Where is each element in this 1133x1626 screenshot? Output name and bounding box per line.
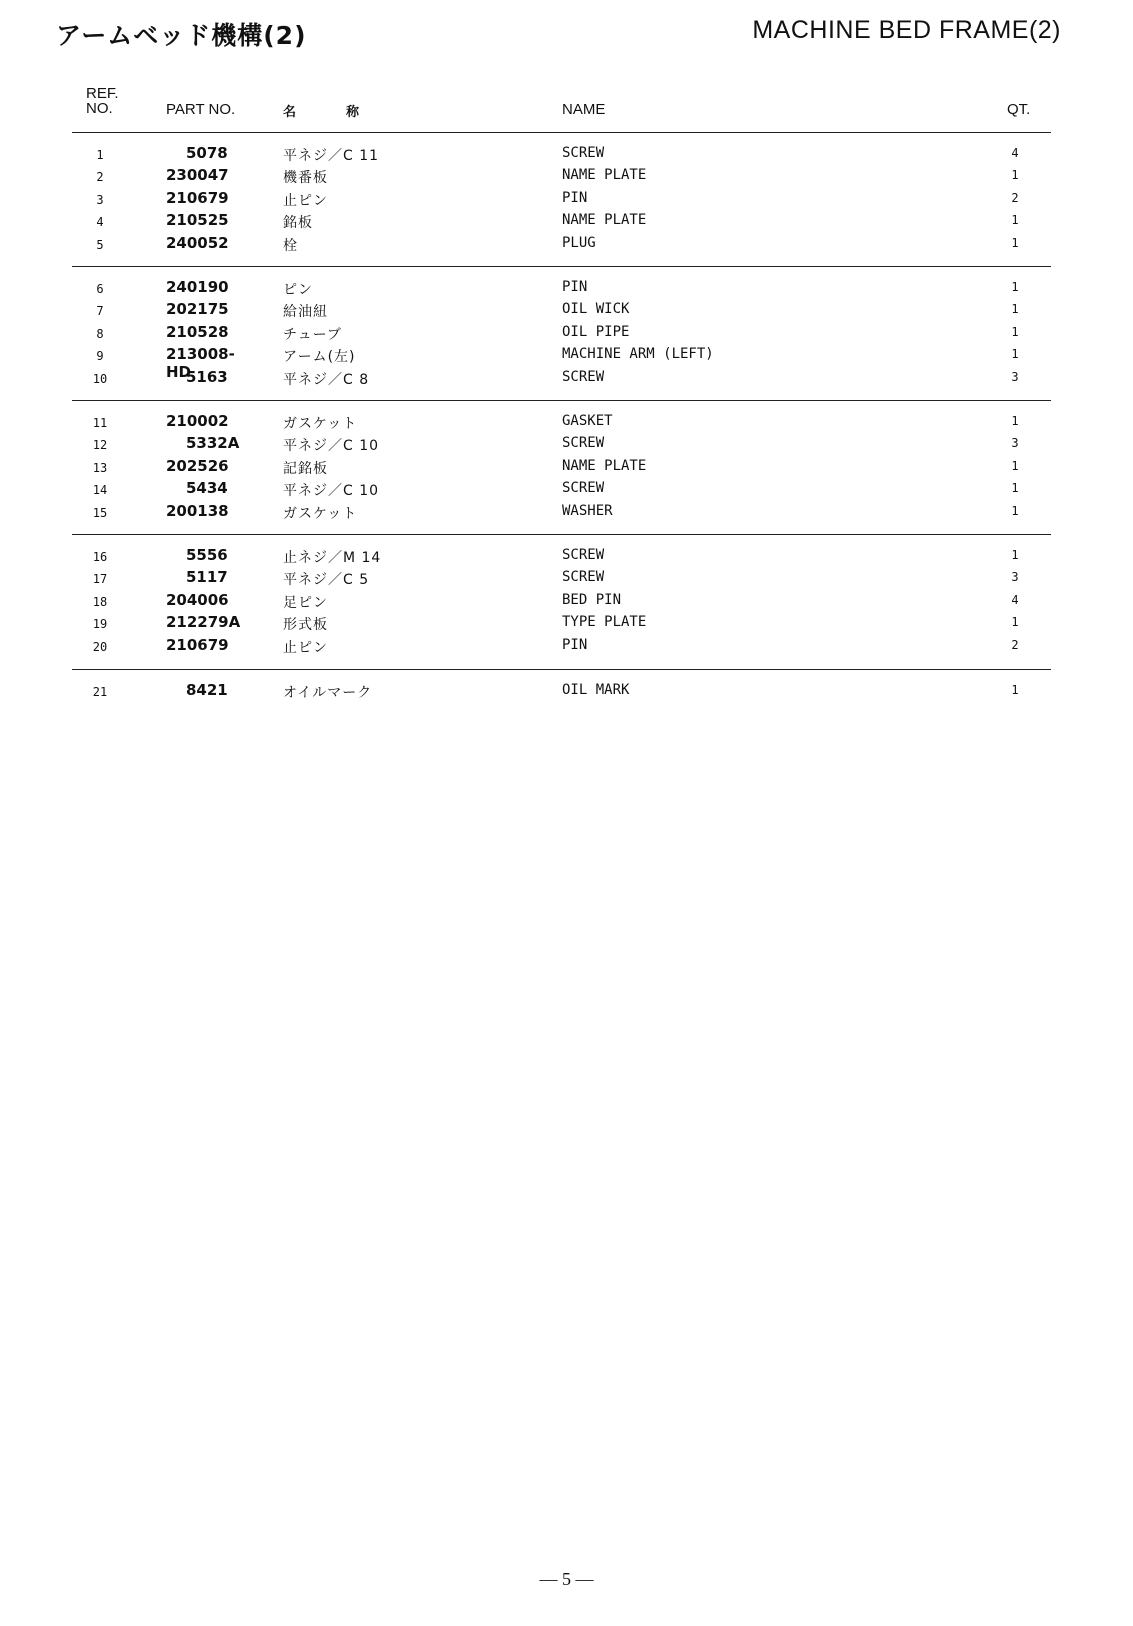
- quantity-cell: 1: [1011, 683, 1019, 697]
- quantity-cell: 1: [1011, 324, 1019, 339]
- table-row: [0, 234, 1133, 256]
- column-header-name-ja-char1: 名: [283, 105, 297, 120]
- table-row: [0, 479, 1133, 501]
- ref-no-cell: 19: [92, 617, 108, 632]
- part-no-cell: 213008-HD: [166, 345, 235, 382]
- ref-no-cell: 9: [96, 349, 104, 364]
- name-japanese-cell: 平ネジ／C 11: [283, 148, 380, 164]
- table-row: [0, 300, 1133, 322]
- table-row: [0, 144, 1133, 166]
- part-no-cell: 5434: [186, 479, 228, 498]
- page-title-japanese: アームベッド機構(2): [56, 21, 307, 50]
- ref-no-cell: 5: [96, 237, 104, 252]
- table-row: [0, 323, 1133, 345]
- quantity-cell: 1: [1011, 503, 1019, 518]
- header-divider: [72, 132, 1051, 133]
- name-cell: GASKET: [562, 413, 613, 429]
- part-no-cell: 210679: [166, 635, 229, 654]
- name-cell: PIN: [562, 279, 588, 295]
- table-row: [0, 457, 1133, 479]
- quantity-cell: 2: [1011, 637, 1019, 652]
- name-cell: OIL PIPE: [562, 323, 630, 340]
- table-row: [0, 591, 1133, 613]
- name-japanese-cell: チューブ: [283, 326, 342, 343]
- quantity-cell: 4: [1011, 146, 1019, 160]
- ref-no-cell: 1: [96, 148, 104, 162]
- part-no-cell: 240052: [166, 233, 229, 252]
- ref-no-cell: 10: [92, 371, 108, 386]
- ref-no-cell: 13: [92, 460, 108, 475]
- group-divider: [72, 400, 1051, 401]
- table-row: [0, 546, 1133, 568]
- name-japanese-cell: 止ネジ／M 14: [283, 550, 382, 566]
- table-row: [0, 166, 1133, 188]
- table-row: [0, 613, 1133, 635]
- page-number: — 5 —: [539, 1569, 594, 1589]
- quantity-cell: 1: [1011, 615, 1019, 630]
- name-cell: BED PIN: [562, 591, 622, 608]
- part-no-cell: 210528: [166, 322, 229, 341]
- table-row: [0, 368, 1133, 390]
- quantity-cell: 2: [1011, 190, 1019, 205]
- quantity-cell: 3: [1011, 369, 1019, 384]
- quantity-cell: 1: [1011, 548, 1019, 562]
- table-row: [0, 636, 1133, 658]
- table-row: [0, 189, 1133, 211]
- column-header-ref-line1: REF.: [86, 85, 119, 102]
- name-cell: PLUG: [562, 234, 596, 251]
- column-header-name-japanese: [283, 101, 359, 120]
- name-japanese-cell: 記銘板: [283, 460, 328, 477]
- part-no-cell: 5117: [186, 568, 228, 587]
- name-japanese-cell: ガスケット: [283, 505, 358, 522]
- part-no-cell: 5332A: [186, 434, 240, 453]
- ref-no-cell: 7: [96, 304, 104, 319]
- quantity-cell: 1: [1011, 481, 1019, 496]
- part-no-cell: 210679: [166, 188, 229, 207]
- quantity-cell: 1: [1011, 302, 1019, 317]
- name-cell: SCREW: [562, 368, 605, 385]
- name-japanese-cell: 止ピン: [283, 639, 328, 656]
- part-no-cell: 210525: [166, 211, 229, 230]
- name-cell: PIN: [562, 636, 588, 653]
- name-japanese-cell: ガスケット: [283, 416, 358, 432]
- group-divider: [72, 266, 1051, 267]
- table-row: [0, 211, 1133, 233]
- ref-no-cell: 17: [92, 572, 108, 587]
- quantity-cell: 3: [1011, 570, 1019, 585]
- ref-no-cell: 3: [96, 192, 104, 207]
- part-no-cell: 202175: [166, 300, 229, 319]
- table-row: [0, 434, 1133, 456]
- ref-no-cell: 21: [92, 685, 108, 699]
- name-japanese-cell: 止ピン: [283, 192, 328, 209]
- name-japanese-cell: 機番板: [283, 170, 328, 187]
- ref-no-cell: 8: [96, 326, 104, 341]
- name-japanese-cell: 平ネジ／C 8: [283, 371, 370, 388]
- part-no-cell: 204006: [166, 590, 229, 609]
- name-japanese-cell: 銘板: [283, 215, 313, 232]
- ref-no-cell: 4: [96, 215, 104, 230]
- ref-no-cell: 16: [92, 550, 108, 564]
- name-cell: WASHER: [562, 502, 613, 519]
- name-cell: NAME PLATE: [562, 167, 647, 184]
- quantity-cell: 3: [1011, 436, 1019, 451]
- name-cell: SCREW: [562, 145, 605, 161]
- group-divider: [72, 534, 1051, 535]
- part-no-cell: 5163: [186, 367, 228, 386]
- quantity-cell: 1: [1011, 347, 1019, 362]
- table-row: [0, 681, 1133, 703]
- name-cell: TYPE PLATE: [562, 614, 647, 631]
- name-japanese-cell: オイルマーク: [283, 685, 373, 701]
- name-japanese-cell: 平ネジ／C 5: [283, 572, 370, 589]
- table-row: [0, 502, 1133, 524]
- column-header-name: NAME: [562, 101, 606, 118]
- quantity-cell: 1: [1011, 458, 1019, 473]
- column-header-name-ja-char2: 称: [346, 105, 360, 120]
- part-no-cell: 212279A: [166, 613, 241, 632]
- ref-no-cell: 2: [96, 170, 104, 185]
- ref-no-cell: 18: [92, 594, 108, 609]
- part-no-cell: 8421: [186, 681, 228, 699]
- column-header-quantity: QT.: [1007, 101, 1031, 118]
- group-divider: [72, 669, 1051, 670]
- column-header-part-no: PART NO.: [166, 101, 236, 118]
- name-cell: NAME PLATE: [562, 212, 647, 229]
- name-cell: OIL MARK: [562, 682, 630, 698]
- quantity-cell: 4: [1011, 592, 1019, 607]
- part-no-cell: 210002: [166, 412, 229, 430]
- name-japanese-cell: 給油紐: [283, 304, 328, 321]
- quantity-cell: 1: [1011, 414, 1019, 428]
- name-japanese-cell: ピン: [283, 282, 313, 298]
- name-japanese-cell: 栓: [283, 237, 298, 254]
- name-cell: MACHINE ARM (LEFT): [562, 346, 714, 363]
- part-no-cell: 202526: [166, 456, 229, 475]
- name-cell: SCREW: [562, 435, 605, 452]
- quantity-cell: 1: [1011, 280, 1019, 294]
- name-japanese-cell: 形式板: [283, 617, 328, 634]
- name-japanese-cell: 平ネジ／C 10: [283, 483, 380, 500]
- quantity-cell: 1: [1011, 168, 1019, 183]
- table-row: [0, 278, 1133, 300]
- name-japanese-cell: 足ピン: [283, 594, 328, 611]
- ref-no-cell: 15: [92, 505, 108, 520]
- name-cell: PIN: [562, 189, 588, 206]
- part-no-cell: 5556: [186, 546, 228, 564]
- column-header-ref-no: [86, 86, 146, 116]
- name-cell: SCREW: [562, 569, 605, 586]
- name-japanese-cell: 平ネジ／C 10: [283, 438, 380, 455]
- name-cell: SCREW: [562, 547, 605, 563]
- name-cell: OIL WICK: [562, 301, 630, 318]
- name-cell: SCREW: [562, 480, 605, 497]
- ref-no-cell: 20: [92, 639, 108, 654]
- part-no-cell: 5078: [186, 144, 228, 162]
- name-japanese-cell: アーム(左): [283, 349, 356, 366]
- ref-no-cell: 12: [92, 438, 108, 453]
- ref-no-cell: 11: [92, 416, 108, 430]
- table-row: [0, 412, 1133, 434]
- column-header-ref-line2: NO.: [86, 100, 113, 117]
- table-row: [0, 568, 1133, 590]
- part-no-cell: 240190: [166, 278, 229, 296]
- quantity-cell: 1: [1011, 235, 1019, 250]
- ref-no-cell: 6: [96, 282, 104, 296]
- ref-no-cell: 14: [92, 483, 108, 498]
- part-no-cell: 230047: [166, 166, 229, 185]
- quantity-cell: 1: [1011, 213, 1019, 228]
- name-cell: NAME PLATE: [562, 457, 647, 474]
- part-no-cell: 200138: [166, 501, 229, 520]
- page-title-english: MACHINE BED FRAME(2): [752, 16, 1061, 44]
